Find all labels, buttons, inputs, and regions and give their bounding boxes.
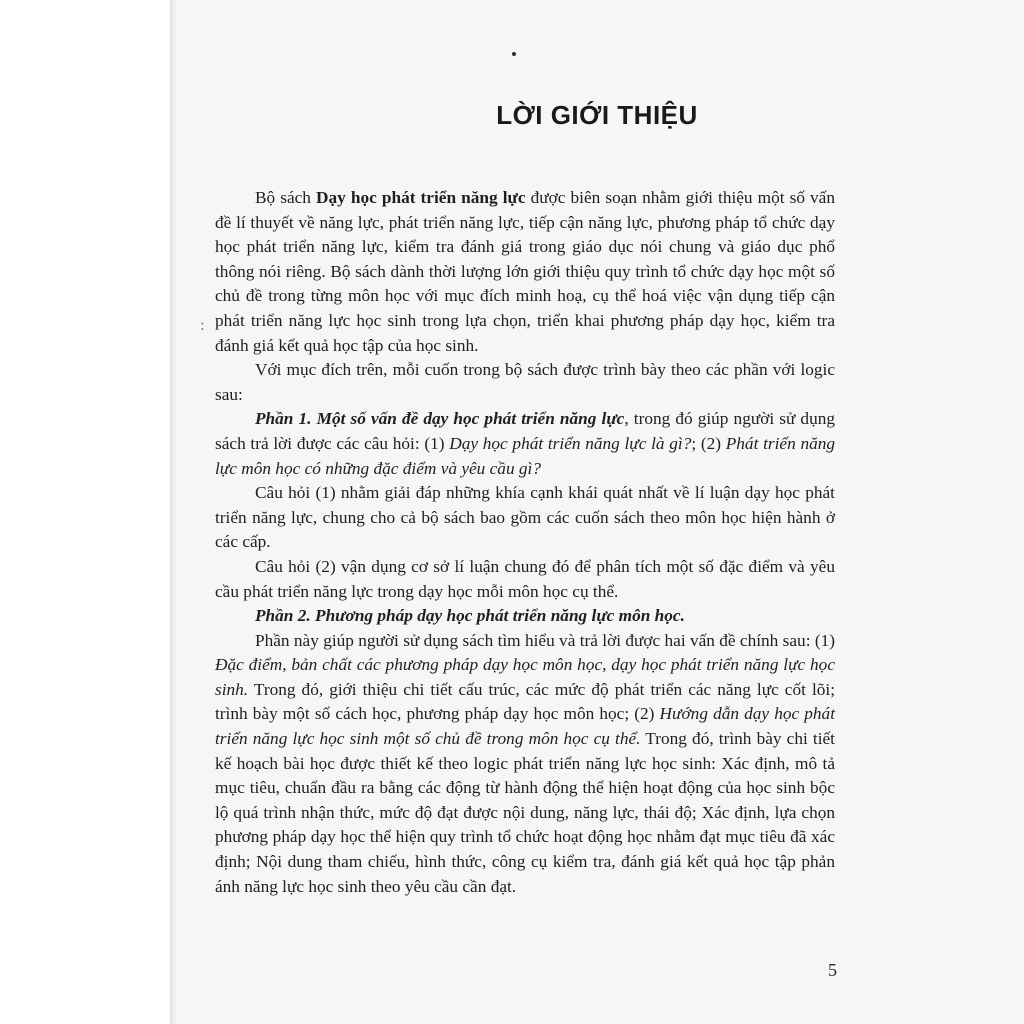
paragraph-question-2: Câu hỏi (2) vận dụng cơ sở lí luận chung đó để phân tích một số đặc điểm và yêu cầu phát triển năng lực trong dạy học mỗi môn học cụ thể.	[215, 556, 835, 601]
page-number: 5	[828, 960, 837, 980]
para1-text-b: được biên soạn nhằm giới thiệu một số vấn đề lí thuyết về năng lực, phát triển năng lực, tiếp cận năng lực, phương pháp tổ chức dạy học phát triển năng lực, kiểm tra đánh giá trong giáo dục nói chung và giáo dục phổ thông nói riêng. Bộ sách dành thời lượng lớn giới thiệu quy trình tổ chức dạy học một số chủ đề trong từng môn học với mục đích minh hoạ, cụ thể hoá việc vận dụng tiếp cận phát triển năng lực học sinh trong lựa chọn, triển khai phương pháp dạy học, kiểm tra đánh giá kết quả học tập của học sinh.	[215, 188, 835, 355]
paragraph-part2	[215, 629, 835, 900]
paragraph-intro	[215, 186, 835, 358]
book-series-name: Dạy học phát triển năng lực	[316, 188, 526, 207]
paragraph-structure: Với mục đích trên, mỗi cuốn trong bộ sách được trình bày theo các phần với logic sau:	[215, 360, 835, 404]
part1-text-b: ; (2)	[691, 433, 726, 453]
part2-text-c: Trong đó, trình bày chi tiết kế hoạch bài học được thiết kế theo logic phát triển năng lực học sinh: Xác định, mô tả mục tiêu, chuẩn đầu ra bằng các động từ hành động thể hiện hoạt động của học sinh bộc lộ quá trình nhận thức, mức độ đạt được nội dung, năng lực, thái độ; Xác định, lựa chọn phương pháp dạy học thể hiện quy trình tổ chức hoạt động học nhằm đạt mục tiêu đã xác định; Nội dung tham chiếu, hình thức, công cụ kiểm tra, đánh giá kết quả học tập phản ánh năng lực học sinh theo yêu cầu cần đạt.	[215, 729, 835, 896]
part2-topic-1: Đặc điểm, bản chất các phương pháp dạy học môn học, dạy học phát triển năng lực học sinh.	[215, 655, 835, 699]
para1-text-a: Bộ sách	[255, 188, 317, 207]
paragraph-part1	[215, 407, 835, 481]
question-1: Dạy học phát triển năng lực là gì?	[449, 433, 692, 453]
part1-heading: Phần 1. Một số vấn đề dạy học phát triển năng lực	[255, 409, 625, 429]
part2-text-b: Trong đó, giới thiệu chi tiết cấu trúc, các mức độ phát triển các năng lực cốt lõi; trình bày một số cách học, phương pháp dạy học môn học; (2)	[215, 679, 835, 724]
part2-heading: Phần 2. Phương pháp dạy học phát triển năng lực môn học.	[255, 606, 685, 626]
margin-mark: :	[200, 318, 205, 334]
body-text	[215, 186, 835, 899]
question-2: Phát triển năng lực môn học có những đặc điểm và yêu cầu gì?	[215, 433, 836, 478]
ink-dot	[512, 52, 516, 56]
page-title: LỜI GIỚI THIỆU	[496, 100, 698, 130]
paragraph-question-1: Câu hỏi (1) nhằm giải đáp những khía cạnh khái quát nhất về lí luận dạy học phát triển năng lực, chung cho cả bộ sách bao gồm các cuốn sách theo môn học hiện hành ở các cấp.	[215, 483, 835, 552]
blank-margin	[0, 0, 170, 1024]
part2-text-a: Phần này giúp người sử dụng sách tìm hiểu và trả lời được hai vấn đề chính sau: (1)	[255, 630, 835, 650]
book-page	[170, 0, 1024, 1024]
part2-topic-2: Hướng dẫn dạy học phát triển năng lực học sinh một số chủ đề trong môn học cụ thể.	[215, 704, 835, 749]
part1-text-a: , trong đó giúp người sử dụng sách trả lời được các câu hỏi: (1)	[215, 409, 835, 453]
